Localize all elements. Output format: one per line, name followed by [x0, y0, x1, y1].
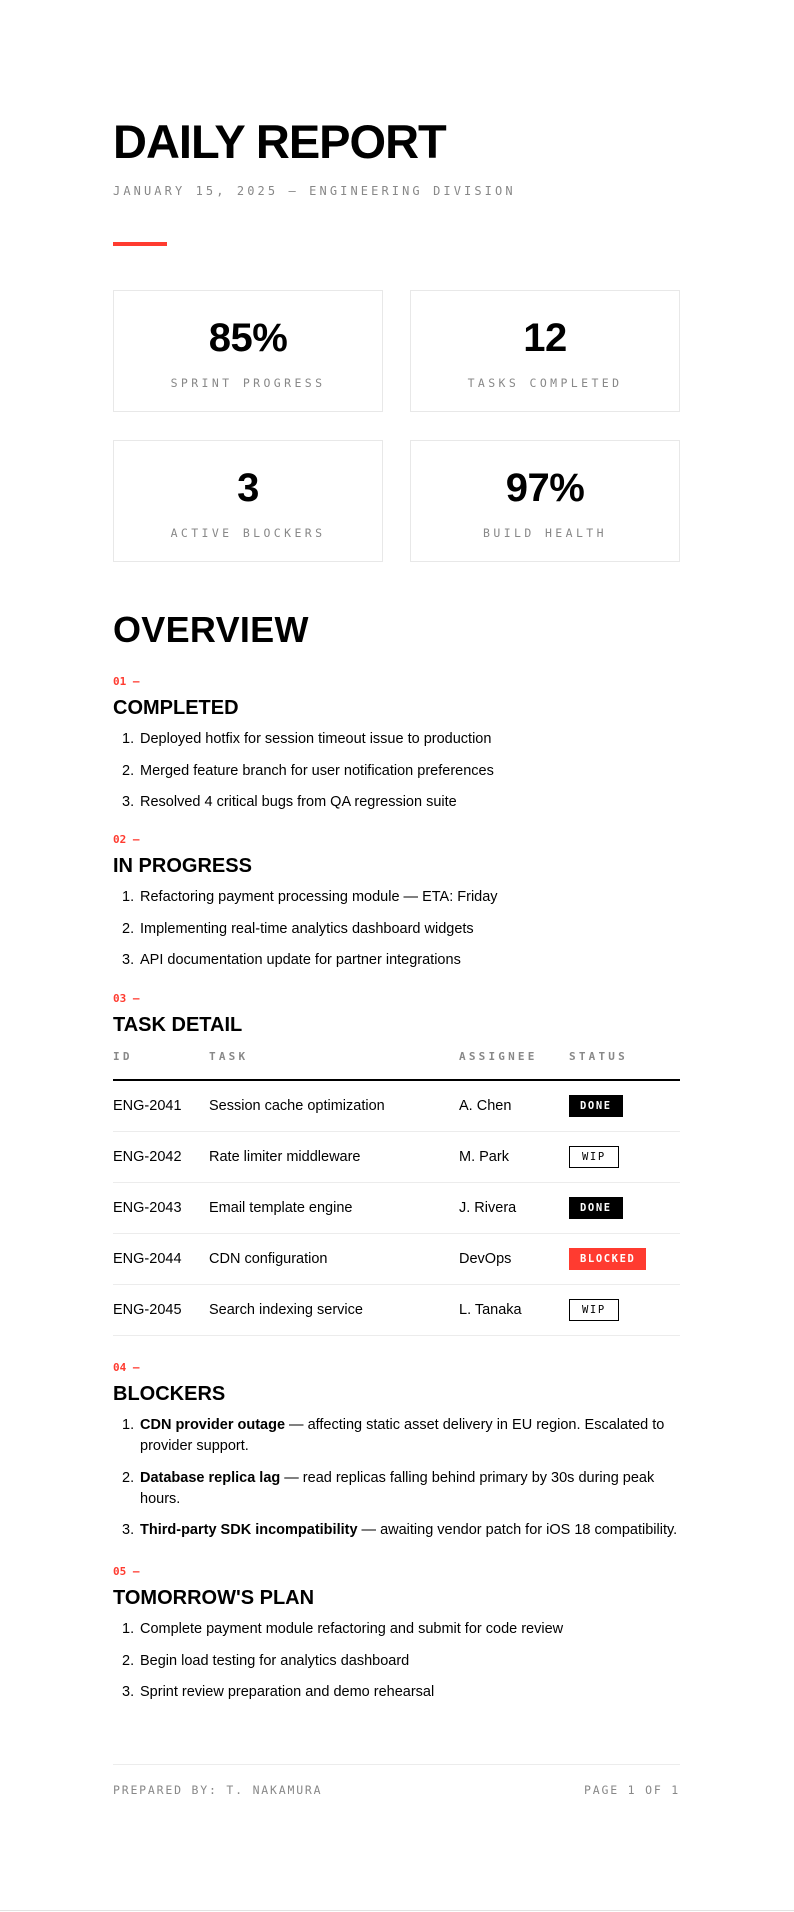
list-number: 2. [122, 1652, 135, 1669]
stat-card-active-blockers [113, 440, 383, 562]
stat-card-build-health [410, 440, 680, 562]
column-header-status: STATUS [569, 1050, 680, 1080]
cell-task: Search indexing service [209, 1284, 459, 1335]
task-table [113, 1050, 680, 1336]
list-number: 1. [122, 1417, 135, 1433]
list-number: 1. [122, 1621, 135, 1637]
list-item [113, 950, 680, 971]
cell-status [569, 1080, 680, 1131]
list-item [113, 1651, 680, 1672]
stat-label: BUILD HEALTH [483, 526, 607, 540]
tomorrow-list [113, 1619, 680, 1703]
page-title: DAILY REPORT [113, 115, 446, 168]
prepared-by: PREPARED BY: T. NAKAMURA [113, 1783, 323, 1797]
list-number: 3. [122, 1522, 135, 1538]
blocker-description: — awaiting vendor patch for iOS 18 compatibility. [357, 1522, 678, 1538]
cell-id: ENG-2043 [113, 1182, 209, 1233]
stat-card-tasks-completed [410, 290, 680, 412]
stats-grid [113, 290, 680, 562]
list-number: 3. [122, 794, 135, 810]
section-tomorrows-plan [113, 1565, 680, 1714]
stat-value: 12 [523, 316, 567, 360]
cell-status [569, 1182, 680, 1233]
column-header-task: TASK [209, 1050, 459, 1080]
stat-value: 3 [237, 466, 259, 510]
list-item [113, 1415, 680, 1457]
accent-divider [113, 242, 167, 246]
stat-label: TASKS COMPLETED [467, 376, 623, 390]
cell-assignee: A. Chen [459, 1080, 569, 1131]
section-title: TASK DETAIL [113, 1014, 243, 1036]
list-item [113, 1468, 680, 1510]
blocker-description: — affecting static asset delivery in EU region. Escalated to provider support. [140, 1417, 665, 1454]
blockers-list [113, 1415, 680, 1541]
cell-task: Rate limiter middleware [209, 1131, 459, 1182]
page-indicator: PAGE 1 OF 1 [584, 1783, 680, 1797]
status-badge: DONE [569, 1197, 623, 1219]
list-item [113, 1520, 680, 1541]
list-item [113, 792, 680, 813]
section-title: COMPLETED [113, 697, 239, 719]
section-number: 02 — [113, 833, 140, 846]
cell-id: ENG-2044 [113, 1233, 209, 1284]
list-item-text: Resolved 4 critical bugs from QA regression suite [140, 794, 457, 810]
in-progress-list [113, 887, 680, 971]
list-number: 1. [122, 889, 135, 905]
blocker-title: CDN provider outage [140, 1417, 286, 1433]
list-number: 3. [122, 952, 135, 968]
cell-assignee: J. Rivera [459, 1182, 569, 1233]
cell-id: ENG-2045 [113, 1284, 209, 1335]
list-item-text: API documentation update for partner integrations [140, 952, 461, 968]
section-number: 01 — [113, 675, 140, 688]
cell-status [569, 1233, 680, 1284]
section-number: 04 — [113, 1361, 140, 1374]
section-blockers [113, 1361, 680, 1552]
cell-id: ENG-2042 [113, 1131, 209, 1182]
list-number: 2. [122, 1469, 135, 1486]
list-item-text: Deployed hotfix for session timeout issue to production [140, 731, 492, 747]
list-item [113, 1682, 680, 1703]
blocker-description: — read replicas falling behind primary by 30s during peak hours. [140, 1469, 655, 1507]
table-row [113, 1080, 680, 1131]
list-item [113, 1619, 680, 1640]
cell-task: Session cache optimization [209, 1080, 459, 1131]
list-number: 2. [122, 920, 135, 937]
column-header-assignee: ASSIGNEE [459, 1050, 569, 1080]
column-header-id: ID [113, 1050, 209, 1080]
list-item [113, 919, 680, 940]
cell-id: ENG-2041 [113, 1080, 209, 1131]
cell-assignee: DevOps [459, 1233, 569, 1284]
list-item-text: Merged feature branch for user notification preferences [140, 762, 494, 779]
blocker-title: Database replica lag [140, 1469, 281, 1486]
list-item-text: Refactoring payment processing module — ETA: Friday [140, 889, 498, 905]
status-badge: BLOCKED [569, 1248, 646, 1270]
list-item-text: Implementing real-time analytics dashboard widgets [140, 920, 474, 937]
list-number: 2. [122, 762, 135, 779]
list-item-text: Sprint review preparation and demo rehearsal [140, 1684, 435, 1700]
section-title: TOMORROW'S PLAN [113, 1587, 315, 1609]
cell-task: CDN configuration [209, 1233, 459, 1284]
stat-label: ACTIVE BLOCKERS [170, 526, 326, 540]
table-row [113, 1131, 680, 1182]
cell-task: Email template engine [209, 1182, 459, 1233]
cell-assignee: L. Tanaka [459, 1284, 569, 1335]
blocker-title: Third-party SDK incompatibility [140, 1522, 358, 1538]
stat-card-sprint-progress [113, 290, 383, 412]
list-item-text: Begin load testing for analytics dashboard [140, 1652, 410, 1669]
table-row [113, 1233, 680, 1284]
list-item [113, 887, 680, 908]
list-number: 1. [122, 731, 135, 747]
list-item-text: Complete payment module refactoring and submit for code review [140, 1621, 564, 1637]
stat-value: 97% [505, 466, 585, 510]
section-title: BLOCKERS [113, 1383, 226, 1405]
section-in-progress [113, 833, 680, 982]
list-item [113, 729, 680, 750]
table-row [113, 1284, 680, 1335]
overview-heading: OVERVIEW [113, 609, 309, 650]
status-badge: DONE [569, 1095, 623, 1117]
stat-value: 85% [208, 316, 288, 360]
list-item [113, 761, 680, 782]
table-row [113, 1182, 680, 1233]
cell-assignee: M. Park [459, 1131, 569, 1182]
completed-list [113, 729, 680, 813]
table-header-row [113, 1050, 680, 1080]
report-footer [113, 1764, 680, 1797]
section-number: 05 — [113, 1565, 140, 1578]
stat-label: SPRINT PROGRESS [170, 376, 326, 390]
section-completed [113, 675, 680, 824]
report-subtitle: JANUARY 15, 2025 — ENGINEERING DIVISION [113, 184, 516, 198]
section-title: IN PROGRESS [113, 855, 252, 877]
section-number: 03 — [113, 992, 140, 1005]
page-bottom-divider [0, 1910, 794, 1911]
section-task-detail [113, 992, 680, 1336]
cell-status [569, 1131, 680, 1182]
cell-status [569, 1284, 680, 1335]
list-number: 3. [122, 1684, 135, 1700]
status-badge: WIP [569, 1146, 619, 1168]
status-badge: WIP [569, 1299, 619, 1321]
